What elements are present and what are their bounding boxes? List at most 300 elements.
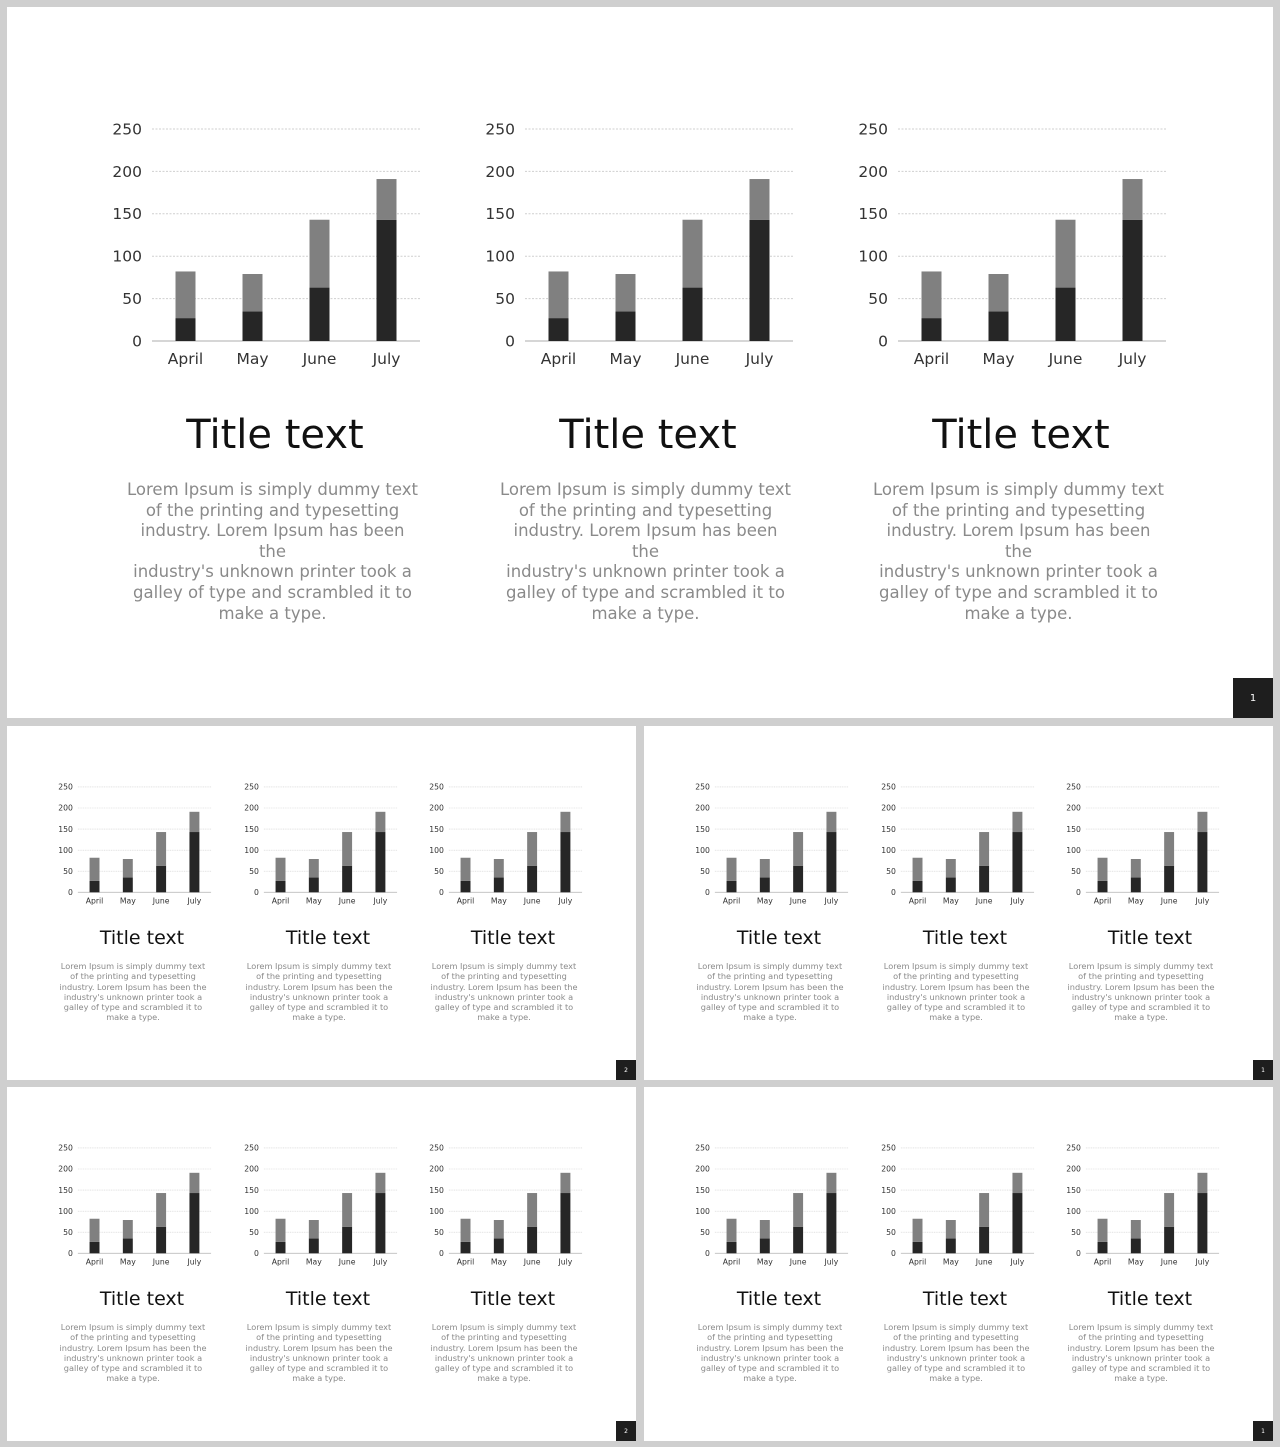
bar-segment-june-top [1164,832,1174,866]
bar-segment-may-top [946,1220,956,1239]
bar-segment-june-bottom [979,1226,989,1253]
chart-panel-1 [57,1087,227,1407]
bar-chart [428,776,592,910]
x-tick-label: April [722,896,741,906]
y-tick-label: 50 [700,1227,710,1237]
bar-segment-may-top [760,1220,770,1239]
bar-segment-may-top [123,1220,133,1239]
panel-body-line: Lorem Ipsum is simply dummy text [246,961,392,971]
bar-segment-june-top [793,1193,803,1227]
y-tick-label: 50 [122,290,142,309]
x-tick-label: July [373,1257,388,1267]
y-tick-label: 50 [1071,866,1081,876]
panel-body-line: industry. Lorem Ipsum has been the [513,521,778,561]
panel-body-line: industry's unknown printer took a [434,991,574,1002]
slide-thumbnail-4[interactable] [7,1087,636,1441]
y-tick-label: 0 [132,332,142,351]
panel-body-line: Lorem Ipsum is simply dummy text [246,1322,392,1332]
chart-panel-3 [1065,726,1235,1046]
bar-segment-may-top [616,274,636,311]
panel-body [58,961,208,1023]
bar-segment-june-top [793,832,803,866]
x-tick-label: June [1160,1257,1178,1267]
bar-chart [1065,776,1229,910]
bar-segment-june-top [342,832,352,866]
x-tick-label: July [1118,350,1147,368]
panel-body-line: of the printing and typesetting [70,1332,196,1343]
x-tick-label: May [942,1257,959,1267]
panel-body-line: industry's unknown printer took a [886,991,1026,1002]
y-tick-label: 250 [58,1143,73,1153]
y-tick-label: 150 [485,205,515,224]
y-tick-label: 100 [429,1206,444,1216]
bar-segment-june-bottom [979,865,989,892]
x-tick-label: May [490,896,507,906]
slide-main[interactable] [7,7,1273,718]
panel-body-line: galley of type and scrambled it to [879,582,1158,602]
panel-body [881,1322,1031,1384]
bar-segment-july-top [189,811,199,831]
bar-segment-april-bottom [176,318,196,341]
bar-segment-may-top [494,859,504,878]
y-tick-label: 100 [58,845,73,855]
chart-panel-2 [243,1087,413,1407]
bar-segment-june-bottom [1164,865,1174,892]
x-tick-label: June [152,1257,170,1267]
bar-segment-may-top [989,274,1009,311]
bar-segment-may-bottom [760,877,770,892]
panel-body-line: industry's unknown printer took a [63,1352,203,1363]
panel-body-line: of the printing and typesetting [145,500,400,520]
y-tick-label: 200 [58,803,73,813]
chart-panel-2 [243,726,413,1046]
panel-body-line: industry. Lorem Ipsum has been the [245,981,393,992]
y-tick-label: 150 [58,824,73,834]
panel-body-line: galley of type and scrambled it to [886,1363,1026,1374]
bar-segment-june-top [979,832,989,866]
panel-body-line: industry's unknown printer took a [63,991,203,1002]
bar-chart [1065,1137,1229,1271]
bar-segment-june-bottom [342,1226,352,1253]
y-tick-label: 50 [1071,1227,1081,1237]
panel-body-line: of the printing and typesetting [893,1332,1019,1343]
y-tick-label: 250 [881,1143,896,1153]
y-tick-label: 50 [249,866,259,876]
panel-body-line: galley of type and scrambled it to [700,1363,840,1374]
panel-title: Title text [736,927,822,949]
bar-segment-june-top [1164,1193,1174,1227]
bar-segment-april-top [1098,1218,1108,1241]
y-tick-label: 250 [695,782,710,792]
bar-segment-june-bottom [683,288,703,341]
bar-segment-june-bottom [1164,1226,1174,1253]
bar-segment-april-top [461,857,471,880]
x-tick-label: July [187,1257,202,1267]
panel-body-line: industry's unknown printer took a [1071,991,1211,1002]
x-tick-label: April [908,1257,927,1267]
x-tick-label: April [1093,1257,1112,1267]
panel-body-line: make a type. [477,1373,531,1384]
bar-chart [694,776,858,910]
panel-body-line: industry's unknown printer took a [249,1352,389,1363]
y-tick-label: 200 [58,1164,73,1174]
x-tick-label: April [540,350,577,368]
panel-body-line: Lorem Ipsum is simply dummy text [697,1322,843,1332]
panel-body-line: industry's unknown printer took a [434,1352,574,1363]
panel-body-line: of the printing and typesetting [893,971,1019,982]
panel-body-line: galley of type and scrambled it to [133,582,412,602]
y-tick-label: 150 [429,1185,444,1195]
bar-segment-july-top [189,1172,199,1192]
panel-body-line: Lorem Ipsum is simply dummy text [431,1322,577,1332]
y-tick-label: 100 [858,247,888,266]
y-tick-label: 150 [429,824,444,834]
x-tick-label: June [1048,350,1083,368]
y-tick-label: 150 [244,1185,259,1195]
panel-body-line: industry. Lorem Ipsum has been the [430,1342,578,1353]
panel-body-line: make a type. [591,603,700,623]
bar-segment-april-top [276,1218,286,1241]
panel-body-line: make a type. [106,1373,160,1384]
bar-segment-july-bottom [826,832,836,892]
panel-body-line: galley of type and scrambled it to [434,1002,574,1013]
bar-segment-may-bottom [494,877,504,892]
bar-segment-july-bottom [826,1193,836,1253]
y-tick-label: 150 [881,824,896,834]
y-tick-label: 200 [429,1164,444,1174]
bar-segment-july-bottom [375,832,385,892]
panel-body-line: make a type. [292,1373,346,1384]
y-tick-label: 150 [858,205,888,224]
y-tick-label: 0 [878,332,888,351]
panel-body [1066,1322,1216,1384]
x-tick-label: May [305,896,322,906]
bar-segment-may-top [1131,859,1141,878]
x-tick-label: May [1127,896,1144,906]
chart-panel-1 [694,726,864,1046]
bar-segment-april-bottom [1098,881,1108,892]
bar-segment-june-top [342,1193,352,1227]
panel-body-line: industry's unknown printer took a [1071,1352,1211,1363]
panel-body-line: Lorem Ipsum is simply dummy text [1068,1322,1214,1332]
y-tick-label: 250 [485,120,515,139]
y-tick-label: 150 [244,824,259,834]
bar-segment-july-top [1197,1172,1207,1192]
x-tick-label: May [305,1257,322,1267]
x-tick-label: April [722,1257,741,1267]
bar-segment-june-top [527,832,537,866]
panel-title: Title text [470,1288,556,1310]
bar-segment-april-bottom [276,1242,286,1253]
panel-body-line: of the printing and typesetting [70,971,196,982]
panel-body-line: make a type. [929,1373,983,1384]
panel-body-line: of the printing and typesetting [891,500,1146,520]
y-tick-label: 100 [429,845,444,855]
panel-body [871,480,1166,624]
bar-segment-april-bottom [90,881,100,892]
x-tick-label: July [1195,896,1210,906]
chart-panel-2 [880,726,1050,1046]
y-tick-label: 250 [695,1143,710,1153]
y-tick-label: 100 [112,247,142,266]
bar-segment-june-top [527,1193,537,1227]
panel-body-line: industry. Lorem Ipsum has been the [140,521,405,561]
bar-segment-april-top [727,1218,737,1241]
slide-thumbnail-2[interactable] [7,726,636,1080]
bar-segment-may-top [243,274,263,311]
panel-body-line: galley of type and scrambled it to [63,1002,203,1013]
panel-body [429,1322,579,1384]
bar-segment-may-bottom [946,877,956,892]
x-tick-label: June [338,1257,356,1267]
y-tick-label: 50 [886,866,896,876]
panel-body [498,480,793,624]
y-tick-label: 150 [881,1185,896,1195]
x-tick-label: June [1160,896,1178,906]
y-tick-label: 250 [429,1143,444,1153]
panel-title: Title text [559,412,737,458]
bar-segment-june-bottom [527,865,537,892]
y-tick-label: 0 [67,887,73,897]
y-tick-label: 150 [58,1185,73,1195]
y-tick-label: 250 [858,120,888,139]
panel-body [125,480,420,624]
bar-segment-june-bottom [156,865,166,892]
panel-body-line: make a type. [106,1012,160,1023]
bar-segment-april-top [913,857,923,880]
slide-thumbnail-3[interactable] [644,726,1273,1080]
y-tick-label: 0 [505,332,515,351]
bar-segment-june-bottom [527,1226,537,1253]
y-tick-label: 0 [253,887,259,897]
panel-body-line: Lorem Ipsum is simply dummy text [60,961,206,971]
panel-body-line: Lorem Ipsum is simply dummy text [873,480,1164,499]
y-tick-label: 100 [485,247,515,266]
panel-body-line: of the printing and typesetting [441,971,567,982]
bar-segment-july-bottom [560,832,570,892]
y-tick-label: 0 [890,887,896,897]
bar-segment-july-bottom [377,220,397,341]
y-tick-label: 50 [868,290,888,309]
bar-segment-april-bottom [913,881,923,892]
y-tick-label: 100 [695,845,710,855]
y-tick-label: 250 [1066,1143,1081,1153]
panel-body-line: make a type. [292,1012,346,1023]
x-tick-label: May [236,350,269,368]
chart-panel-2 [880,1087,1050,1407]
panel-body-line: industry. Lorem Ipsum has been the [882,1342,1030,1353]
x-tick-label: May [119,896,136,906]
y-tick-label: 100 [881,845,896,855]
y-tick-label: 100 [244,1206,259,1216]
chart-panel-3 [856,7,1186,647]
bar-segment-june-bottom [156,1226,166,1253]
panel-body-line: of the printing and typesetting [256,1332,382,1343]
bar-segment-july-bottom [1012,832,1022,892]
slide-thumbnail-5[interactable] [644,1087,1273,1441]
panel-title: Title text [186,412,364,458]
panel-body-line: galley of type and scrambled it to [249,1002,389,1013]
x-tick-label: May [756,896,773,906]
bar-segment-may-bottom [243,311,263,341]
y-tick-label: 50 [63,1227,73,1237]
bar-segment-april-top [461,1218,471,1241]
panel-body [695,1322,845,1384]
panel-title: Title text [99,927,185,949]
panel-body-line: industry. Lorem Ipsum has been the [696,1342,844,1353]
x-tick-label: July [824,896,839,906]
panel-body-line: industry's unknown printer took a [879,562,1158,582]
panel-body-line: make a type. [964,603,1073,623]
y-tick-label: 250 [112,120,142,139]
x-tick-label: May [490,1257,507,1267]
chart-panel-1 [694,1087,864,1407]
bar-segment-july-bottom [189,832,199,892]
x-tick-label: July [558,896,573,906]
x-tick-label: April [456,896,475,906]
panel-body-line: industry. Lorem Ipsum has been the [1067,1342,1215,1353]
bar-segment-may-top [1131,1220,1141,1239]
bar-segment-may-bottom [494,1238,504,1253]
panel-body-line: industry. Lorem Ipsum has been the [886,521,1151,561]
x-tick-label: June [975,1257,993,1267]
bar-segment-april-bottom [727,881,737,892]
bar-segment-april-top [913,1218,923,1241]
x-tick-label: July [373,896,388,906]
y-tick-label: 100 [881,1206,896,1216]
x-tick-label: May [756,1257,773,1267]
panel-title: Title text [922,927,1008,949]
bar-segment-april-top [90,857,100,880]
y-tick-label: 200 [485,162,515,181]
bar-segment-may-top [760,859,770,878]
x-tick-label: June [675,350,710,368]
panel-body [58,1322,208,1384]
y-tick-label: 100 [1066,845,1081,855]
x-tick-label: May [982,350,1015,368]
bar-segment-april-bottom [90,1242,100,1253]
bar-segment-june-bottom [793,1226,803,1253]
bar-segment-april-top [176,271,196,318]
bar-segment-july-top [560,811,570,831]
y-tick-label: 250 [244,782,259,792]
bar-segment-june-bottom [793,865,803,892]
x-tick-label: May [1127,1257,1144,1267]
bar-segment-april-top [922,271,942,318]
y-tick-label: 0 [704,1248,710,1258]
x-tick-label: April [271,1257,290,1267]
bar-segment-july-top [377,179,397,220]
bar-chart [880,776,1044,910]
x-tick-label: April [167,350,204,368]
bar-chart [243,776,407,910]
panel-title: Title text [1107,927,1193,949]
x-tick-label: July [1010,896,1025,906]
panel-body-line: make a type. [1114,1373,1168,1384]
bar-segment-may-bottom [123,877,133,892]
panel-title: Title text [285,927,371,949]
x-tick-label: July [558,1257,573,1267]
bar-segment-april-bottom [461,1242,471,1253]
panel-body-line: Lorem Ipsum is simply dummy text [883,961,1029,971]
bar-segment-may-bottom [309,1238,319,1253]
page-number: 1 [1253,1060,1273,1080]
bar-segment-april-bottom [913,1242,923,1253]
x-tick-label: June [789,896,807,906]
page-number: 2 [616,1421,636,1441]
y-tick-label: 50 [434,1227,444,1237]
page-number: 1 [1233,678,1273,718]
y-tick-label: 100 [1066,1206,1081,1216]
panel-title: Title text [736,1288,822,1310]
bar-segment-april-top [1098,857,1108,880]
panel-body-line: of the printing and typesetting [518,500,773,520]
panel-body-line: industry. Lorem Ipsum has been the [245,1342,393,1353]
chart-panel-1 [110,7,440,647]
y-tick-label: 250 [1066,782,1081,792]
panel-body-line: galley of type and scrambled it to [249,1363,389,1374]
y-tick-label: 0 [1075,887,1081,897]
y-tick-label: 250 [58,782,73,792]
bar-chart [483,107,813,377]
bar-segment-july-top [1123,179,1143,220]
bar-segment-april-bottom [461,881,471,892]
bar-segment-may-bottom [309,877,319,892]
panel-body [244,1322,394,1384]
bar-segment-july-top [560,1172,570,1192]
bar-segment-july-top [375,811,385,831]
panel-body [1066,961,1216,1023]
panel-body-line: make a type. [929,1012,983,1023]
x-tick-label: April [456,1257,475,1267]
panel-body [695,961,845,1023]
bar-segment-june-top [156,1193,166,1227]
y-tick-label: 0 [253,1248,259,1258]
x-tick-label: April [1093,896,1112,906]
bar-chart [57,776,221,910]
bar-segment-may-top [309,1220,319,1239]
bar-segment-april-bottom [549,318,569,341]
panel-body [881,961,1031,1023]
y-tick-label: 0 [438,887,444,897]
x-tick-label: May [609,350,642,368]
panel-body-line: industry. Lorem Ipsum has been the [430,981,578,992]
bar-segment-april-bottom [727,1242,737,1253]
y-tick-label: 0 [1075,1248,1081,1258]
panel-body-line: galley of type and scrambled it to [886,1002,1026,1013]
panel-body-line: of the printing and typesetting [707,971,833,982]
x-tick-label: May [119,1257,136,1267]
x-tick-label: April [85,896,104,906]
panel-title: Title text [932,412,1110,458]
page-number: 1 [1253,1421,1273,1441]
y-tick-label: 0 [438,1248,444,1258]
bar-segment-july-bottom [560,1193,570,1253]
x-tick-label: July [372,350,401,368]
bar-chart [57,1137,221,1271]
y-tick-label: 200 [858,162,888,181]
bar-segment-july-top [1197,811,1207,831]
y-tick-label: 50 [700,866,710,876]
panel-body-line: Lorem Ipsum is simply dummy text [60,1322,206,1332]
panel-body-line: galley of type and scrambled it to [506,582,785,602]
bar-chart [428,1137,592,1271]
y-tick-label: 50 [495,290,515,309]
panel-body-line: Lorem Ipsum is simply dummy text [127,480,418,499]
panel-body-line: industry's unknown printer took a [886,1352,1026,1363]
y-tick-label: 200 [881,1164,896,1174]
panel-body-line: industry. Lorem Ipsum has been the [1067,981,1215,992]
